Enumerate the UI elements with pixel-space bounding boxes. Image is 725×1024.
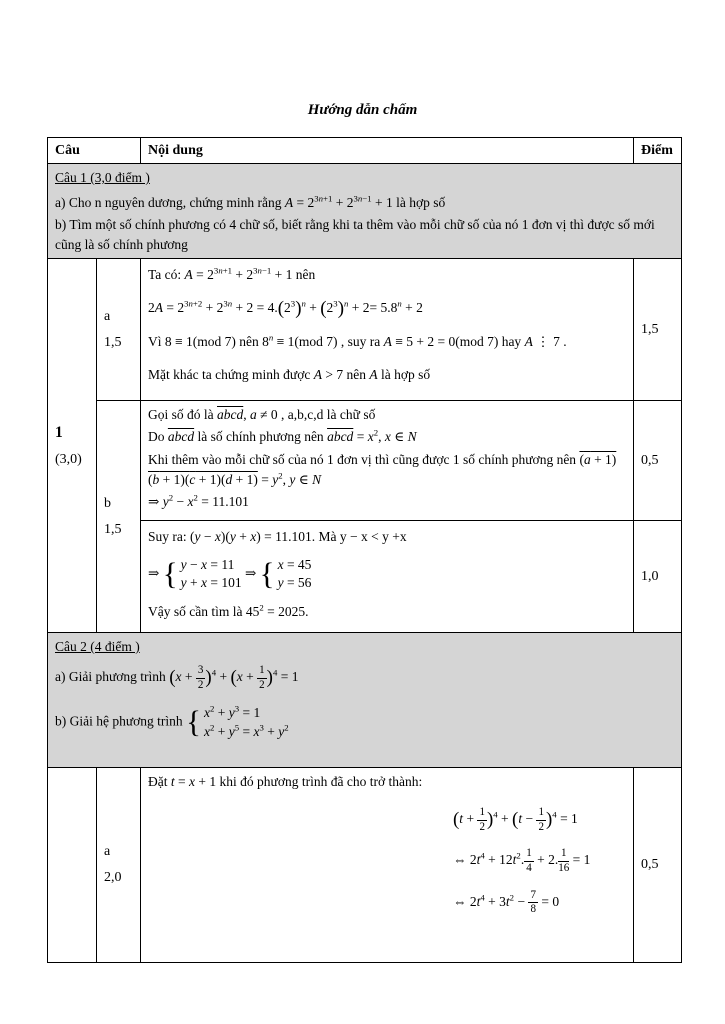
math-line: ⇒ { y − x = 11 y + x = 101 ⇒ { x = 45 y = 56 — [148, 556, 312, 592]
part-label: a — [104, 844, 111, 860]
answer-key-table — [47, 137, 682, 963]
points-cell: 0,5 — [634, 401, 682, 521]
cau2-heading: Câu 2 (4 điểm ) — [55, 638, 140, 654]
cau1b-label-cell — [97, 401, 141, 633]
part-label: b — [104, 495, 111, 511]
math-line: Do abcd là số chính phương nên abcd = $x^2$, x ∈ N — [148, 427, 417, 445]
part-label: a — [104, 309, 111, 324]
cau2-statement-b: b) Giải hệ phương trình { $x^2 + y^3 = 1$ $x^2 + y^5 = x^3 + y^2$ — [55, 703, 289, 740]
math-line: ⇔ $2t^4 + 12t^2$. $\frac{1}{4}$ + 2. $\frac{1}{16}$ = 1 — [453, 847, 591, 875]
points-cell: 1,0 — [634, 521, 682, 633]
points-cell: 1,5 — [634, 259, 682, 401]
cau1-question-label-cell — [48, 259, 97, 633]
cau2a-label-cell — [97, 767, 141, 962]
math-line: Gọi số đó là abcd, a ≠ 0 , a,b,c,d là chữ số — [148, 407, 376, 422]
math-line: Vì 8 ≡ 1(mod 7) nên $8^n \equiv 1(mod$ 7) , suy ra A ≡ 5 + 2 = 0(mod 7) hay A ⋮ 7 . — [148, 332, 567, 349]
points-cell: 0,5 — [634, 767, 682, 962]
question-number: 1 — [55, 423, 63, 441]
equation-block — [148, 807, 626, 916]
cau1-statement-a: a) Cho n nguyên dương, chứng minh rằng $A = 2^{3n+1} + 2^{3n-1} + 1$ là hợp số — [55, 193, 446, 211]
cau1a-solution-cell — [141, 259, 634, 401]
math-line: Mặt khác ta chứng minh được A > 7 nên A là hợp số — [148, 366, 431, 382]
cau1-statement-b: b) Tìm một số chính phương có 4 chữ số, biết rằng khi ta thêm vào mỗi chữ số của nó 1 đơn vị thì được số mới cũng là số chính phương — [55, 216, 655, 252]
math-line: Suy ra: (y − x)(y + x) = 11.101. Mà y − x < y +x — [148, 529, 407, 544]
part-score: 1,5 — [104, 521, 122, 537]
math-line: Vậy số cần tìm là $45^2 = 2025$. — [148, 602, 309, 619]
cau1b-step2-solution-cell — [141, 521, 634, 633]
cau2-question-label-cell — [48, 767, 97, 962]
math-line: (t + $\frac{1}{2}$ )$^4$ + (t − $\frac{1}{2}$ )$^4$ = 1 — [453, 806, 578, 833]
header-cell-cau: Câu — [48, 138, 141, 164]
cau1-part-b-step1-row — [48, 401, 682, 521]
math-line: ⇔ $2t^4 + 3t^2$ − $\frac{7}{8}$ = 0 — [453, 888, 560, 916]
cau2a-solution-cell — [141, 767, 634, 962]
math-line: Đặt t = x + 1 khi đó phương trình đã cho trở thành: — [148, 773, 423, 789]
cau1-part-b-step2-row — [48, 521, 682, 633]
math-line: Khi thêm vào mỗi chữ số của nó 1 đơn vị thì cũng được 1 số chính phương nên $(a + 1)(b + 1)(c + 1)(d + 1) = y^2$, y ∈ N — [148, 451, 617, 487]
part-score: 2,0 — [104, 870, 122, 886]
cau2-statement-cell — [48, 632, 682, 767]
page-title: Hướng dẫn chấm — [307, 102, 418, 118]
cau1-statement-row — [48, 164, 682, 259]
cau1b-step1-solution-cell — [141, 401, 634, 521]
cau1-statement-cell — [48, 164, 682, 259]
table-header-row — [48, 138, 682, 164]
cau1-part-a-row — [48, 259, 682, 401]
header-cell-noidung: Nội dung — [141, 138, 634, 164]
cau2-statement-a: a) Giải phương trình (x + $\frac{3}{2}$ )$^4$ + (x + $\frac{1}{2}$ )$^4$ = 1 — [55, 664, 299, 691]
math-line: ⇒ $y^2 - x^2 = 11.101$ — [148, 492, 249, 509]
cau1a-label-cell — [97, 259, 141, 401]
cau1-heading: Câu 1 (3,0 điểm ) — [55, 170, 150, 185]
math-line: Ta có: $A = 2^{3n+1} + 2^{3n-1} + 1$ nên — [148, 265, 316, 282]
part-score: 1,5 — [104, 335, 122, 350]
question-total-score: (3,0) — [55, 452, 82, 468]
header-cell-diem: Điểm — [634, 138, 682, 164]
cau2-part-a-row — [48, 767, 682, 962]
math-line: $2A = 2^{3n+2} + 2^{3n} + 2 = 4.(2^3)^n + (2^3)^n + 2= 5.8^n + 2$ — [148, 298, 423, 320]
cau2-statement-row — [48, 632, 682, 767]
